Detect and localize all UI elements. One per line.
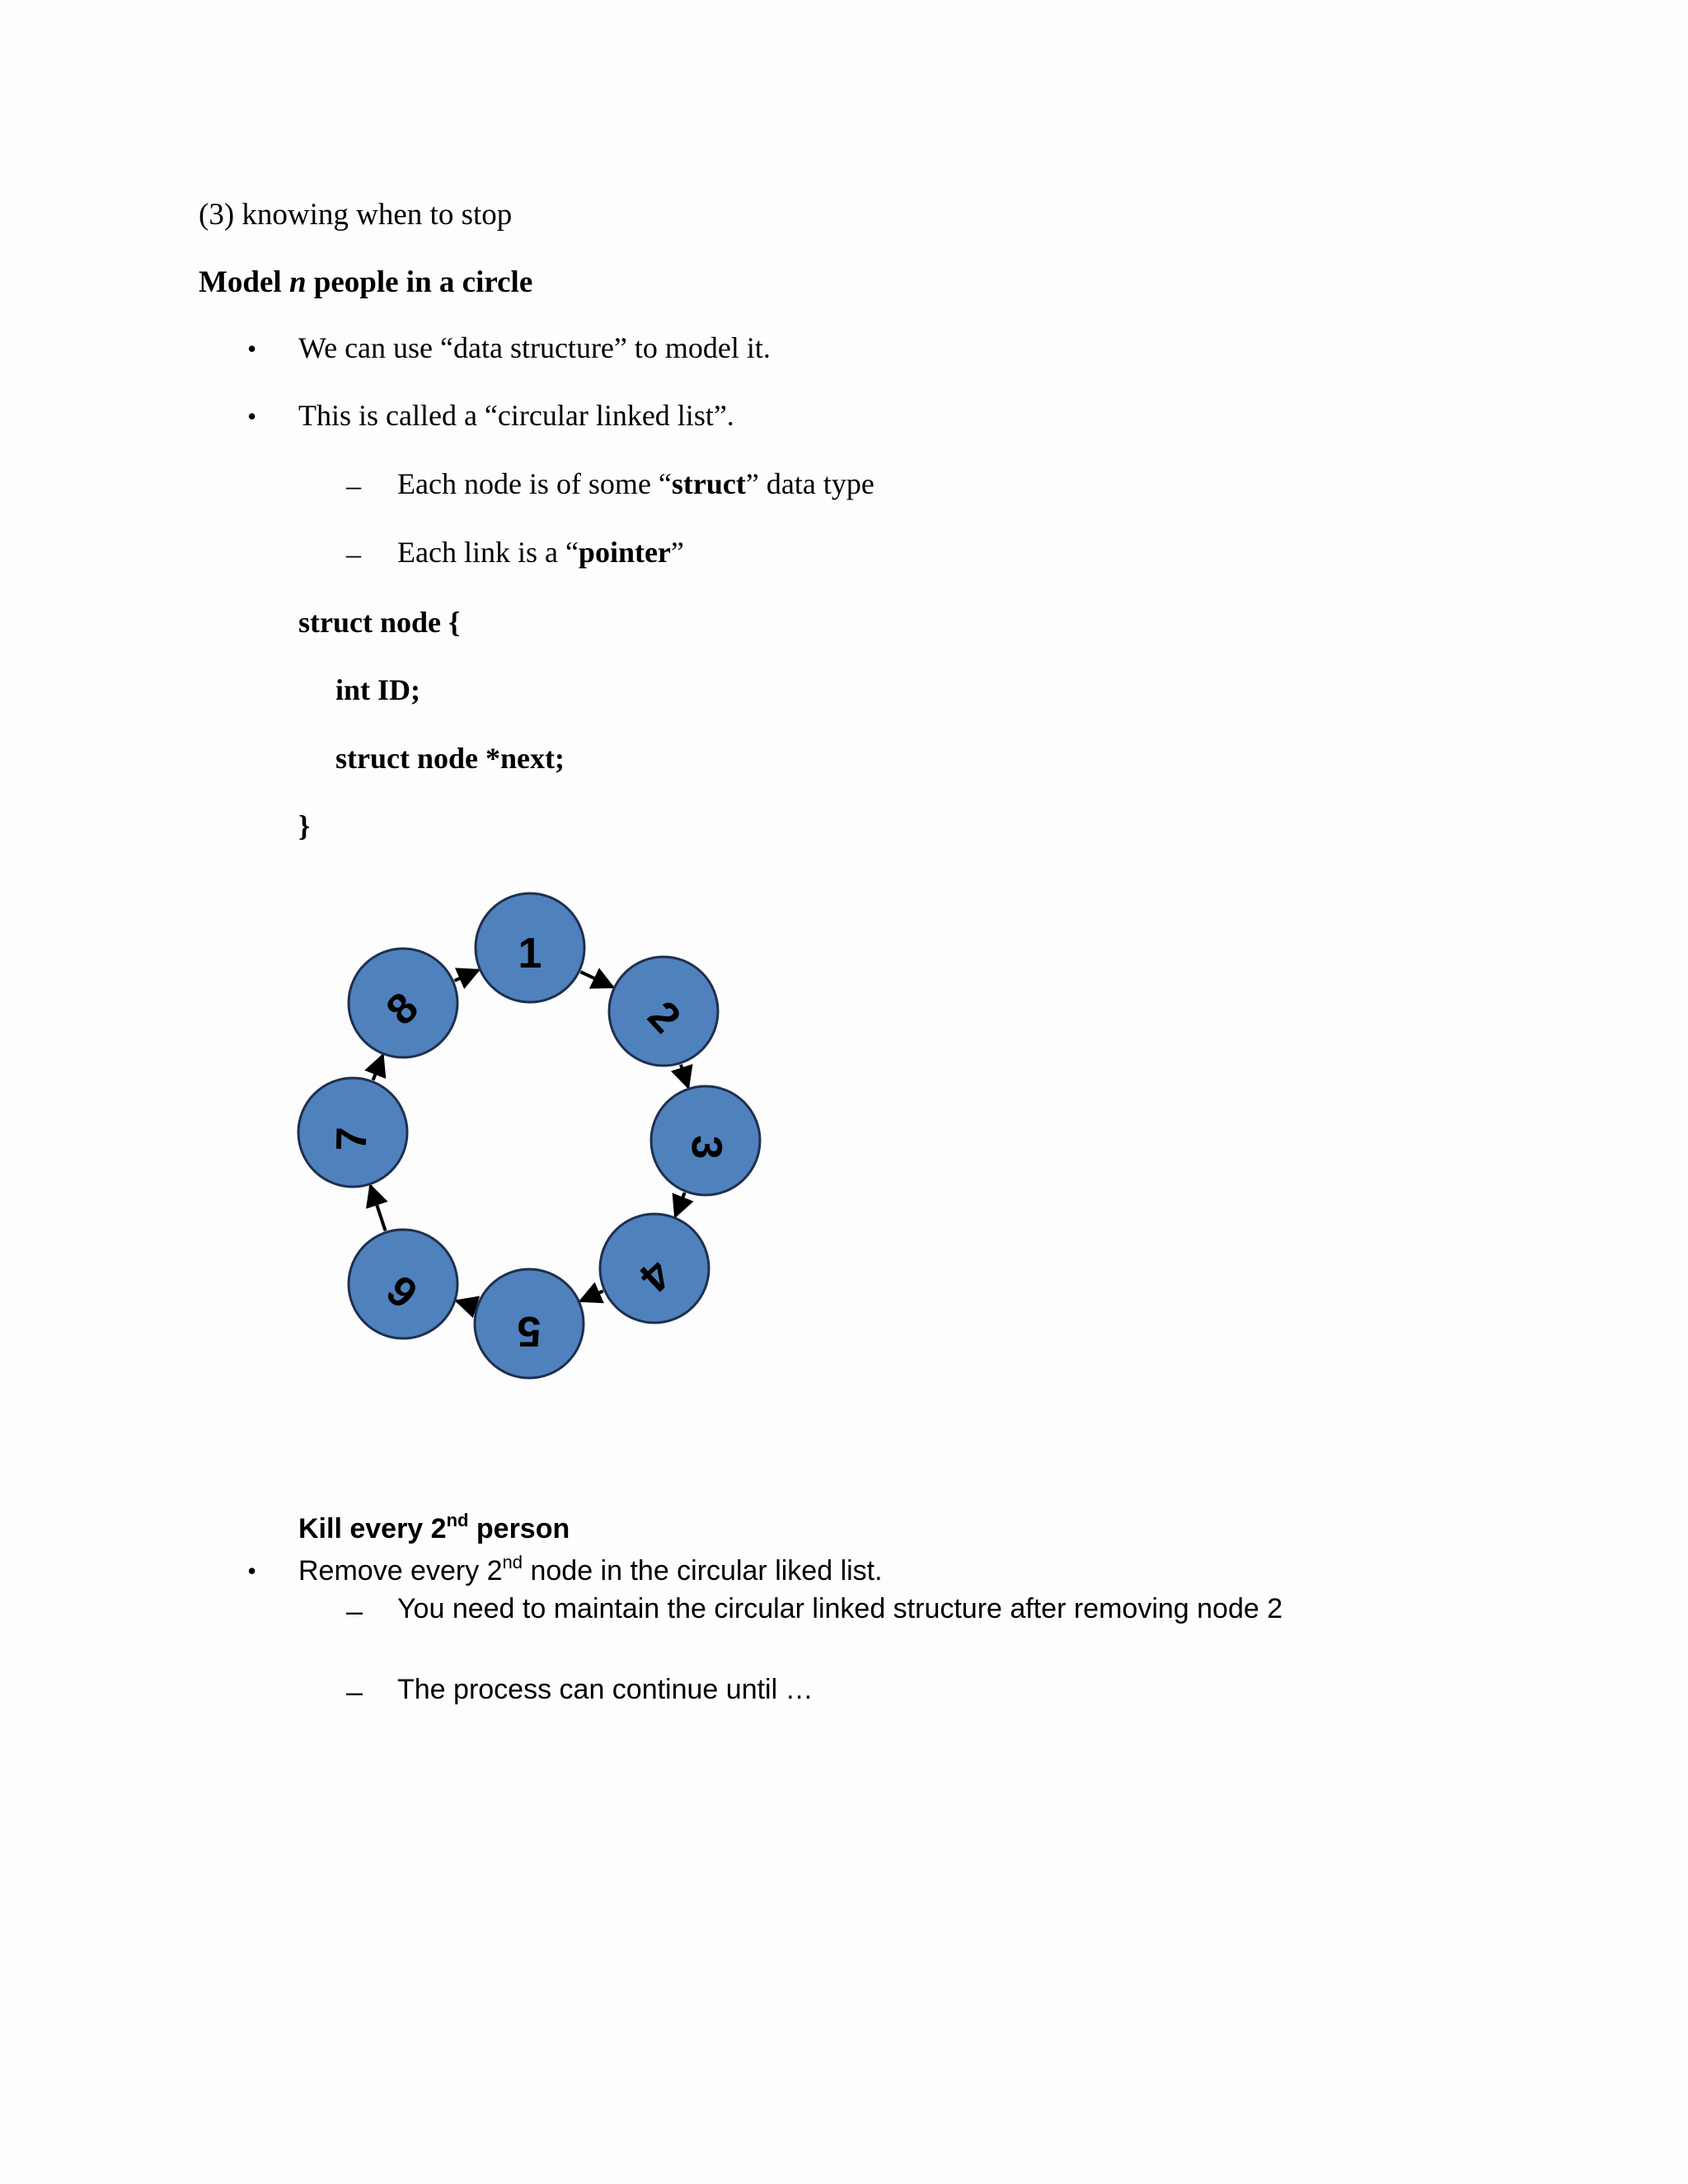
node-id-label: 6 bbox=[377, 1265, 428, 1318]
node-id-label: 1 bbox=[518, 930, 542, 977]
node-id-label: 7 bbox=[327, 1126, 377, 1151]
node-id-label: 4 bbox=[630, 1249, 681, 1301]
sub-bullet-pointer bbox=[397, 537, 684, 567]
list-node bbox=[609, 957, 718, 1066]
list-node bbox=[298, 1078, 407, 1187]
sub-bullet-struct-pre: Each node is of some “ bbox=[397, 467, 672, 500]
model-heading-post: people in a circle bbox=[306, 265, 533, 299]
sub-bullet-struct bbox=[397, 469, 874, 499]
next-pointer-arrow bbox=[681, 1065, 688, 1088]
diagram-nodes bbox=[298, 893, 760, 1378]
kill-heading-pre: Kill every 2 bbox=[298, 1513, 447, 1544]
bullet-circular-linked-list: This is called a “circular linked list”. bbox=[298, 399, 734, 432]
model-heading bbox=[199, 267, 532, 298]
sub-bullet-pointer-post: ” bbox=[670, 536, 684, 569]
bullet-remove-sup: nd bbox=[502, 1552, 523, 1572]
code-line-int-id: int ID; bbox=[335, 673, 421, 706]
next-pointer-arrow bbox=[457, 1301, 476, 1306]
next-pointer-arrow bbox=[454, 970, 478, 981]
next-pointer-arrow bbox=[580, 972, 612, 987]
bullet-remove-pre: Remove every 2 bbox=[298, 1555, 503, 1586]
sub-bullet-continue: The process can continue until … bbox=[397, 1674, 814, 1705]
list-node bbox=[600, 1214, 709, 1323]
kill-heading-post: person bbox=[468, 1513, 570, 1544]
node-id-label: 8 bbox=[377, 983, 428, 1035]
sub-bullet-pointer-bold: pointer bbox=[578, 536, 671, 569]
model-heading-n: n bbox=[288, 265, 307, 299]
step-heading: (3) knowing when to stop bbox=[199, 198, 513, 232]
sub-bullet-struct-post: ” data type bbox=[745, 467, 874, 500]
node-id-label: 5 bbox=[517, 1306, 542, 1356]
dash-marker: – bbox=[346, 1675, 363, 1708]
list-node bbox=[349, 1230, 457, 1338]
node-id-label: 2 bbox=[638, 991, 690, 1043]
kill-heading-sup: nd bbox=[446, 1510, 469, 1530]
bullet-dot: • bbox=[247, 401, 257, 431]
bullet-dot: • bbox=[247, 1556, 257, 1586]
bullet-data-structure: We can use “data structure” to model it. bbox=[298, 331, 771, 364]
dash-marker: – bbox=[346, 469, 361, 502]
sub-bullet-struct-bold: struct bbox=[671, 467, 746, 500]
bullet-remove-post: node in the circular liked list. bbox=[523, 1555, 883, 1586]
next-pointer-arrow bbox=[675, 1193, 684, 1216]
code-line-struct-open: struct node { bbox=[298, 606, 461, 639]
code-line-close-brace: } bbox=[298, 809, 311, 842]
list-node bbox=[651, 1086, 760, 1195]
bullet-dot: • bbox=[247, 334, 257, 363]
list-node bbox=[349, 949, 457, 1057]
list-node bbox=[475, 1269, 584, 1378]
kill-heading bbox=[298, 1510, 570, 1544]
list-node bbox=[476, 893, 584, 1002]
model-heading-pre: Model bbox=[199, 265, 289, 299]
code-line-next-pointer: struct node *next; bbox=[335, 742, 565, 775]
next-pointer-arrow bbox=[580, 1291, 603, 1301]
circular-linked-list-diagram bbox=[288, 882, 783, 1393]
dash-marker: – bbox=[346, 537, 361, 570]
node-id-label: 3 bbox=[682, 1134, 731, 1160]
bullet-remove-node bbox=[298, 1552, 883, 1586]
next-pointer-arrow bbox=[370, 1186, 385, 1231]
dash-marker: – bbox=[346, 1594, 363, 1628]
sub-bullet-pointer-pre: Each link is a “ bbox=[397, 536, 579, 569]
sub-bullet-maintain: You need to maintain the circular linked structure after removing node 2 bbox=[397, 1593, 1283, 1624]
next-pointer-arrow bbox=[373, 1055, 383, 1080]
